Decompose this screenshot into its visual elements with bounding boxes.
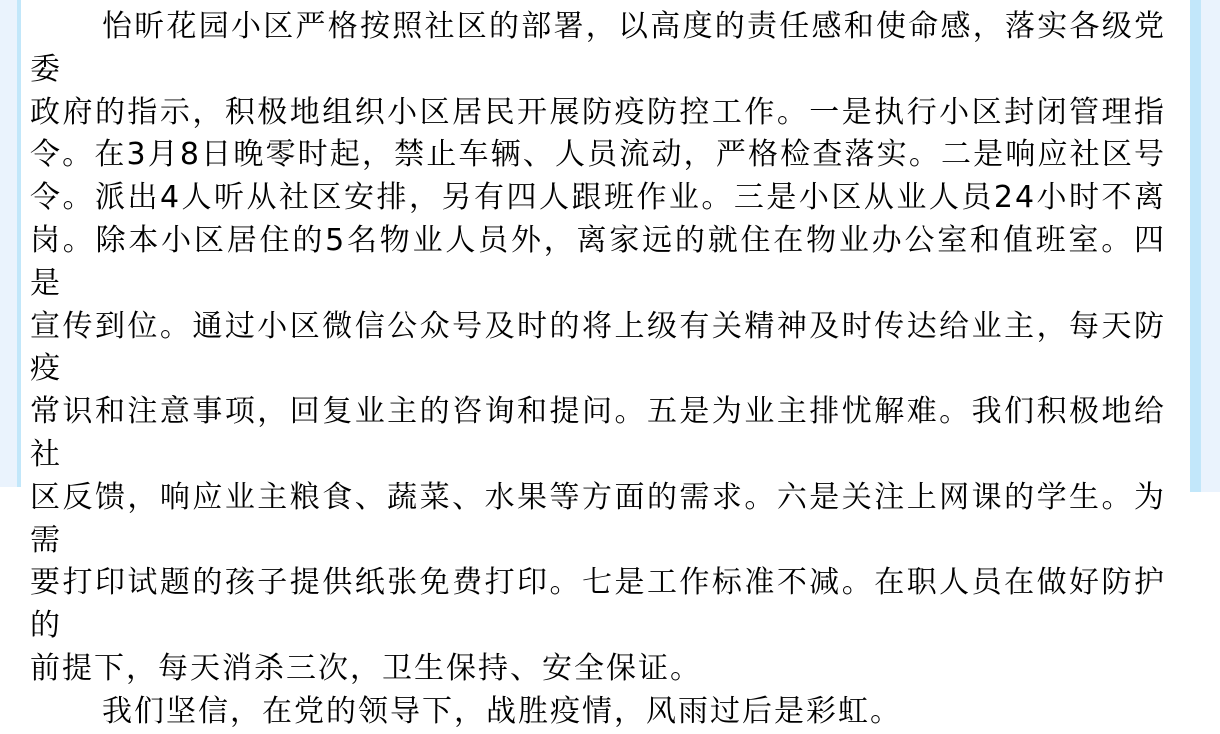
text-line: 前提下，每天消杀三次，卫生保持、安全保证。: [30, 650, 702, 686]
left-page-margin: [0, 0, 17, 487]
text-line: 政府的指示，积极地组织小区居民开展防疫防控工作。一是执行小区封闭管理指: [30, 94, 1166, 130]
text-line: 令。派出4人听从社区安排，另有四人跟班作业。三是小区从业人员24小时不离: [30, 180, 1166, 216]
text-line: 我们坚信，在党的领导下，战胜疫情，风雨过后是彩虹。: [102, 693, 902, 729]
left-page-border: [17, 0, 21, 487]
text-line: 怡昕花园小区严格按照社区的部署，以高度的责任感和使命感，落实各级党委: [30, 9, 1166, 87]
text-line: 要打印试题的孩子提供纸张免费打印。七是工作标准不减。在职人员在做好防护的: [30, 565, 1166, 644]
text-line: 常识和注意事项，回复业主的咨询和提问。五是为业主排忧解难。我们积极地给社: [30, 394, 1166, 472]
text-line: 区反馈，响应业主粮食、蔬菜、水果等方面的需求。六是关注上网课的学生。为需: [30, 479, 1166, 558]
text-line: 宣传到位。通过小区微信公众号及时的将上级有关精神及时传达给业主，每天防疫: [30, 308, 1166, 387]
text-line: 岗。除本小区居住的5名物业人员外，离家远的就住在物业办公室和值班室。四是: [30, 222, 1166, 301]
document-body: [30, 6, 1166, 734]
text-line: 令。在3月8日晚零时起，禁止车辆、人员流动，严格检查落实。二是响应社区号: [30, 137, 1166, 173]
right-page-border: [1190, 0, 1201, 492]
right-page-margin: [1201, 0, 1220, 492]
